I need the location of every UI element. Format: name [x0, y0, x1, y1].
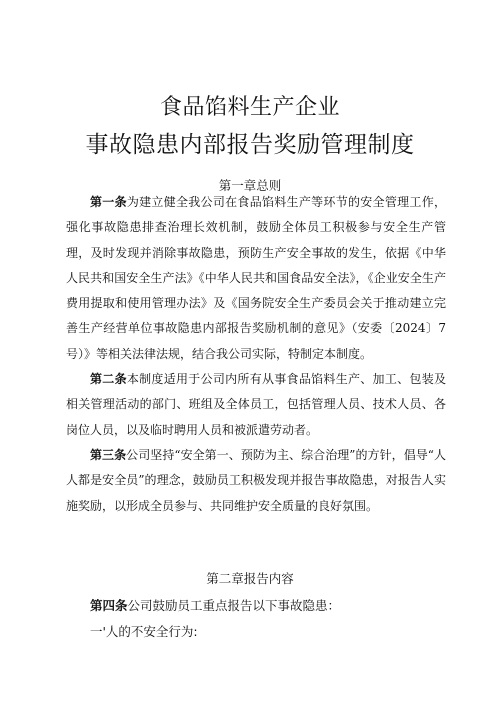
article-4-text: 公司鼓励员工重点报告以下事故隐患：	[127, 598, 341, 613]
article-2-text: 本制度适用于公司内所有从事食品馅料生产、加工、包装及相关管理活动的部门、班组及全体员工，包括管理人员、技术人员、各岗位人员，以及临时聘用人员和被派遣劳动者。	[66, 372, 446, 437]
document-title-line1: 食品馅料生产企业	[159, 95, 340, 120]
article-3-lead: 第三条	[90, 448, 127, 462]
article-1	[66, 190, 446, 367]
list-item-1: 一'人的不安全行为:	[90, 624, 198, 639]
chapter-heading-1: 第一章总则	[218, 178, 282, 193]
article-2	[66, 367, 446, 443]
article-4-lead: 第四条	[90, 598, 128, 613]
article-1-text: 为建立健全我公司在食品馅料生产等环节的安全管理工作，强化事故隐患排查治理长效机制，鼓励全体员工积极参与安全生产管理，及时发现并消除事故隐患，预防生产安全事故的发生，依据《中华人民共和国安全生产法》《中华人民共和国食品安全法》，《企业安全生产费用提取和使用管理办法》及《国务院安全生产委员会关于推动建立完善生产经营单位事故隐患内部报告奖励机制的意见》（安委〔2024〕7号）》等相关法律法规，结合我公司实际，特制定本制度。	[66, 195, 446, 361]
article-3-text: 公司坚持“安全第一、预防为主、综合治理”的方针，倡导“人人都是安全员”的理念，鼓励员工积极发现并报告事故隐患，对报告人实施奖励，以形成全员参与、共同维护安全质量的良好氛围。	[66, 448, 446, 513]
article-2-lead: 第二条	[90, 372, 127, 386]
article-3	[66, 443, 446, 519]
document-title-line2: 事故隐患内部报告奖励管理制度	[85, 132, 415, 158]
chapter-heading-2: 第二章报告内容	[206, 571, 294, 586]
article-4	[90, 596, 340, 614]
article-1-lead: 第一条	[90, 195, 127, 209]
